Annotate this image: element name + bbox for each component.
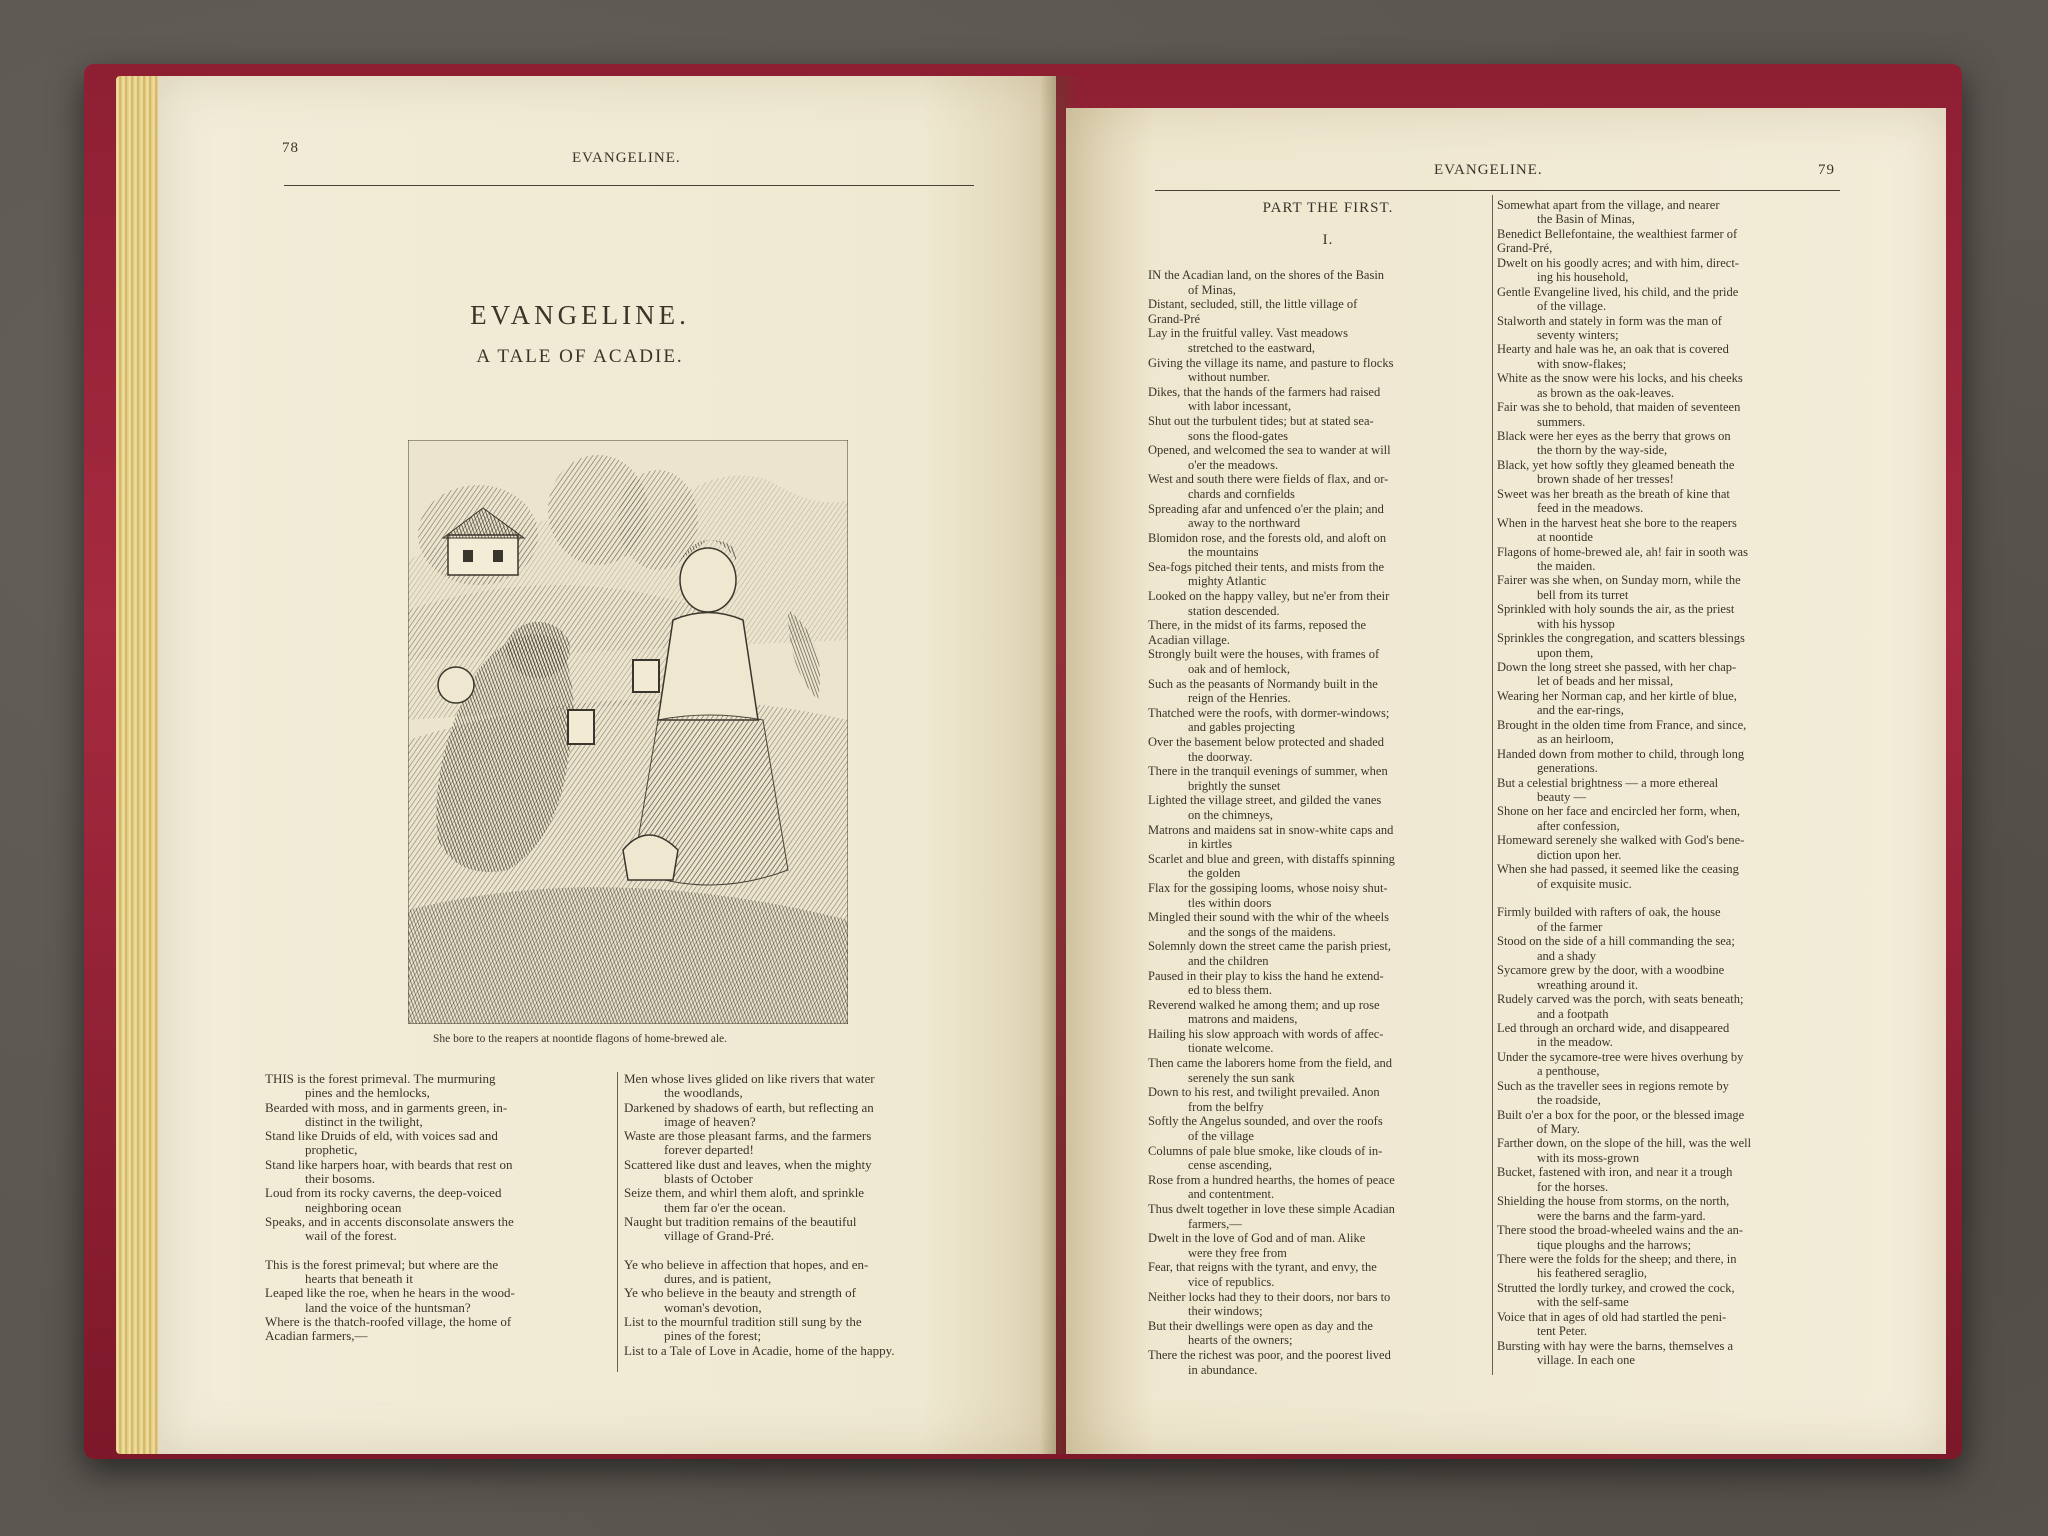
verse-line: Darkened by shadows of earth, but reflecting an — [624, 1100, 874, 1115]
verse-line: were the barns and the farm-yard. — [1537, 1208, 1706, 1223]
verse-line: vice of republics. — [1188, 1274, 1275, 1289]
verse-line: Stood on the side of a hill commanding the sea; — [1497, 934, 1735, 949]
verse-line: Sprinkled with holy sounds the air, as the priest — [1497, 602, 1735, 617]
verse-line: of the village. — [1537, 299, 1607, 314]
verse-line: the golden — [1188, 866, 1241, 881]
verse-line: THIS is the forest primeval. The murmuring — [265, 1072, 496, 1086]
verse-line: Opened, and welcomed the sea to wander at will — [1148, 443, 1391, 458]
verse-line: Shut out the turbulent tides; but at stated sea- — [1148, 413, 1374, 428]
verse-line — [1497, 891, 1837, 905]
verse-line: Shielding the house from storms, on the north, — [1497, 1194, 1730, 1209]
verse-line: in kirtles — [1188, 837, 1233, 852]
verse-line: Rose from a hundred hearths, the homes of peace — [1148, 1172, 1395, 1187]
verse-line: and a footpath — [1537, 1006, 1609, 1021]
verse-line: village. In each one — [1537, 1353, 1635, 1367]
verse-line: Loud from its rocky caverns, the deep-voiced — [265, 1186, 502, 1201]
verse-line: summers. — [1537, 414, 1586, 429]
verse-line: hearts of the owners; — [1188, 1333, 1293, 1348]
verse-line: There stood the broad-wheeled wains and the an- — [1497, 1223, 1744, 1238]
left-poem-column-2 — [624, 1072, 964, 1358]
verse-line: in abundance. — [1188, 1362, 1258, 1377]
verse-line: in the meadow. — [1537, 1035, 1613, 1050]
verse-line: Columns of pale blue smoke, like clouds of in- — [1148, 1143, 1383, 1158]
verse-line: their bosoms. — [305, 1172, 376, 1187]
verse-line: village of Grand-Pré. — [664, 1229, 775, 1244]
verse-line: image of heaven? — [664, 1114, 756, 1129]
verse-line: Waste are those pleasant farms, and the farmers — [624, 1129, 872, 1144]
verse-line: Sweet was her breath as the breath of kine that — [1497, 486, 1730, 501]
part-heading: PART THE FIRST. — [1262, 200, 1394, 216]
right-header-rule — [1155, 190, 1840, 191]
verse-line: diction upon her. — [1537, 847, 1622, 862]
verse-line: Fairer was she when, on Sunday morn, while the — [1497, 573, 1741, 588]
verse-line: forever departed! — [664, 1143, 754, 1158]
verse-line: distinct in the twilight, — [305, 1114, 423, 1129]
verse-line: Benedict Bellefontaine, the wealthiest farmer of — [1497, 226, 1738, 241]
verse-line: Fair was she to behold, that maiden of seventeen — [1497, 400, 1741, 415]
verse-line: for the horses. — [1537, 1179, 1609, 1194]
verse-line: tique ploughs and the harrows; — [1537, 1237, 1692, 1252]
verse-line: When she had passed, it seemed like the ceasing — [1497, 862, 1739, 877]
verse-line: Acadian village. — [1148, 632, 1230, 647]
verse-line: Hearty and hale was he, an oak that is covered — [1497, 342, 1729, 357]
verse-line: Flax for the gossiping looms, whose noisy shut- — [1148, 880, 1388, 895]
verse-line: bell from its turret — [1537, 587, 1629, 602]
verse-line: Black were her eyes as the berry that grows on — [1497, 429, 1731, 443]
verse-line: Handed down from mother to child, through long — [1497, 746, 1745, 761]
verse-line: cense ascending, — [1188, 1158, 1272, 1173]
verse-line: from the belfry — [1188, 1099, 1264, 1114]
verse-line: neighboring ocean — [305, 1200, 402, 1215]
page-title: EVANGELINE. — [470, 300, 690, 330]
verse-line: Scattered like dust and leaves, when the mighty — [624, 1157, 872, 1172]
verse-line: the maiden. — [1537, 558, 1596, 573]
verse-line: Distant, secluded, still, the little village of — [1148, 297, 1358, 312]
verse-line: dures, and is patient, — [664, 1272, 772, 1287]
verse-line: the woodlands, — [664, 1086, 743, 1101]
verse-line: with its moss-grown — [1537, 1150, 1640, 1165]
verse-line: upon them, — [1537, 645, 1594, 660]
left-running-head: EVANGELINE. — [572, 150, 681, 166]
verse-line: Dikes, that the hands of the farmers had raised — [1148, 384, 1381, 399]
verse-line: the thorn by the way-side, — [1537, 443, 1668, 458]
verse-line: When in the harvest heat she bore to the reapers — [1497, 515, 1737, 530]
verse-line: farmers,— — [1188, 1216, 1242, 1231]
verse-line: blasts of October — [664, 1172, 753, 1187]
verse-line: Then came the laborers home from the field, and — [1148, 1056, 1393, 1071]
verse-line: of the village — [1188, 1129, 1254, 1144]
verse-line: Ye who believe in affection that hopes, and en- — [624, 1257, 869, 1272]
verse-line: Men whose lives glided on like rivers that water — [624, 1072, 875, 1086]
verse-line: Homeward serenely she walked with God's bene- — [1497, 833, 1745, 848]
right-page-number: 79 — [1818, 162, 1835, 178]
verse-line: Spreading afar and unfenced o'er the plain; and — [1148, 501, 1384, 516]
verse-line: with the self-same — [1537, 1295, 1629, 1310]
verse-line: Grand-Pré — [1148, 311, 1201, 326]
verse-line: There, in the midst of its farms, reposed the — [1148, 618, 1366, 633]
verse-line: of exquisite music. — [1537, 876, 1632, 891]
verse-line: Softly the Angelus sounded, and over the roofs — [1148, 1114, 1383, 1129]
verse-line: and a shady — [1537, 948, 1597, 963]
verse-line: Solemnly down the street came the parish priest, — [1148, 939, 1391, 954]
verse-line: Scarlet and blue and green, with distaffs spinning — [1148, 851, 1395, 866]
verse-line: Hailing his slow approach with words of affec- — [1148, 1026, 1384, 1041]
verse-line: without number. — [1188, 370, 1270, 385]
verse-line: as an heirloom, — [1537, 732, 1614, 747]
verse-line: Shone on her face and encircled her form, when, — [1497, 804, 1740, 819]
verse-line: pines of the forest; — [664, 1329, 762, 1344]
verse-line: oak and of hemlock, — [1188, 662, 1291, 677]
verse-line: chards and cornfields — [1188, 486, 1295, 501]
verse-line: But their dwellings were open as day and the — [1148, 1318, 1373, 1333]
verse-line: woman's devotion, — [664, 1300, 762, 1315]
verse-line: pines and the hemlocks, — [305, 1086, 430, 1101]
verse-line: Leaped like the roe, when he hears in the wood- — [265, 1286, 515, 1301]
verse-line: tles within doors — [1188, 895, 1272, 910]
verse-line: Naught but tradition remains of the beautiful — [624, 1214, 857, 1229]
verse-line: Rudely carved was the porch, with seats beneath; — [1497, 992, 1744, 1007]
verse-line: and the children — [1188, 953, 1269, 968]
verse-line: Stand like Druids of eld, with voices sad and — [265, 1129, 498, 1144]
verse-line: Thatched were the roofs, with dormer-windows; — [1148, 705, 1390, 720]
verse-line: Led through an orchard wide, and disappeared — [1497, 1020, 1730, 1035]
page-subtitle: A TALE OF ACADIE. — [476, 346, 684, 367]
verse-line: Firmly builded with rafters of oak, the house — [1497, 905, 1721, 920]
verse-line: them far o'er the ocean. — [664, 1200, 786, 1215]
verse-line: Strutted the lordly turkey, and crowed the cock, — [1497, 1280, 1735, 1295]
verse-line: with snow-flakes; — [1537, 356, 1627, 371]
verse-line: But a celestial brightness — a more ethereal — [1497, 775, 1719, 790]
verse-line: Bearded with moss, and in garments green, in- — [265, 1100, 508, 1115]
verse-line: There in the tranquil evenings of summer, when — [1148, 764, 1388, 779]
verse-line: Down the long street she passed, with her chap- — [1497, 660, 1737, 674]
verse-line: Built o'er a box for the poor, or the blessed image — [1497, 1107, 1745, 1122]
left-column-divider — [617, 1072, 618, 1372]
verse-line: List to a Tale of Love in Acadie, home of the happy. — [624, 1343, 895, 1358]
verse-line: after confession, — [1537, 818, 1620, 833]
verse-line: Lighted the village street, and gilded the vanes — [1148, 793, 1382, 808]
verse-line: were they free from — [1188, 1245, 1287, 1260]
verse-line: beauty — — [1537, 789, 1586, 804]
verse-line: Strongly built were the houses, with frames of — [1148, 647, 1380, 662]
verse-line: station descended. — [1188, 603, 1280, 618]
verse-line — [265, 1244, 615, 1258]
verse-line: Stalworth and stately in form was the man of — [1497, 313, 1722, 328]
verse-line: Dwelt on his goodly acres; and with him, direct- — [1497, 255, 1739, 270]
verse-line — [624, 1244, 964, 1258]
verse-line: There were the folds for the sheep; and there, in — [1497, 1251, 1737, 1266]
verse-line: the Basin of Minas, — [1537, 212, 1635, 227]
verse-line: Brought in the olden time from France, and since, — [1497, 717, 1747, 732]
verse-line: Somewhat apart from the village, and nearer — [1497, 198, 1720, 212]
verse-line: the mountains — [1188, 545, 1259, 560]
verse-line: Flagons of home-brewed ale, ah! fair in sooth was — [1497, 544, 1748, 559]
verse-line: and gables projecting — [1188, 720, 1295, 735]
verse-line: Ye who believe in the beauty and strength of — [624, 1286, 856, 1301]
verse-line: stretched to the eastward, — [1188, 340, 1316, 355]
verse-line: reign of the Henries. — [1188, 691, 1291, 706]
verse-line: Voice that in ages of old had startled the peni- — [1497, 1309, 1727, 1324]
verse-line: Seize them, and whirl them aloft, and sprinkle — [624, 1186, 865, 1201]
verse-line: Grand-Pré, — [1497, 241, 1553, 256]
verse-line: and the ear-rings, — [1537, 703, 1624, 718]
verse-line: Down to his rest, and twilight prevailed. Anon — [1148, 1085, 1380, 1100]
verse-line: and the songs of the maidens. — [1188, 924, 1336, 939]
verse-line: hearts that beneath it — [305, 1272, 413, 1287]
verse-line: Thus dwelt together in love these simple Acadian — [1148, 1202, 1395, 1216]
verse-line: IN the Acadian land, on the shores of the Basin — [1148, 268, 1385, 282]
left-poem-column-1 — [265, 1072, 615, 1344]
verse-line: Where is the thatch-roofed village, the home of — [265, 1315, 512, 1330]
verse-line: Stand like harpers hoar, with beards that rest on — [265, 1157, 513, 1172]
verse-line: away to the northward — [1188, 516, 1301, 531]
verse-line: Such as the traveller sees in regions remote by — [1497, 1078, 1729, 1093]
verse-line: Sprinkles the congregation, and scatters blessings — [1497, 631, 1745, 646]
verse-line: Reverend walked he among them; and up rose — [1148, 997, 1380, 1012]
verse-line: his feathered seraglio, — [1537, 1266, 1648, 1281]
verse-line: wail of the forest. — [305, 1229, 397, 1244]
right-column-divider — [1492, 195, 1493, 1375]
verse-line: at noontide — [1537, 530, 1593, 545]
verse-line: land the voice of the huntsman? — [305, 1300, 471, 1315]
verse-line: with labor incessant, — [1188, 399, 1292, 414]
verse-line: Speaks, and in accents disconsolate answers the — [265, 1214, 514, 1229]
verse-line: There the richest was poor, and the poorest lived — [1148, 1347, 1391, 1362]
verse-line: a penthouse, — [1537, 1064, 1600, 1079]
verse-line: List to the mournful tradition still sung by the — [624, 1315, 862, 1330]
verse-line: of Mary. — [1537, 1122, 1580, 1136]
verse-line: Looked on the happy valley, but ne'er from their — [1148, 589, 1390, 604]
verse-line: Farther down, on the slope of the hill, was the well — [1497, 1136, 1752, 1151]
verse-line: with his hyssop — [1537, 616, 1615, 631]
verse-line: ing his household, — [1537, 270, 1629, 285]
verse-line: Such as the peasants of Normandy built in the — [1148, 676, 1378, 691]
verse-line: Sycamore grew by the door, with a woodbine — [1497, 963, 1725, 978]
verse-line: o'er the meadows. — [1188, 457, 1279, 472]
verse-line: feed in the meadows. — [1537, 501, 1644, 516]
verse-line: tent Peter. — [1537, 1324, 1587, 1339]
verse-line: generations. — [1537, 761, 1598, 776]
verse-line: matrons and maidens, — [1188, 1012, 1298, 1027]
verse-line: the doorway. — [1188, 749, 1253, 764]
verse-line: Giving the village its name, and pasture to flocks — [1148, 355, 1394, 370]
verse-line: their windows; — [1188, 1304, 1263, 1319]
verse-line: and contentment. — [1188, 1187, 1275, 1202]
verse-line: Matrons and maidens sat in snow-white caps and — [1148, 822, 1394, 837]
verse-line: Sea-fogs pitched their tents, and mists from the — [1148, 559, 1385, 574]
right-poem-column-2 — [1497, 198, 1837, 1367]
right-running-head: EVANGELINE. — [1434, 162, 1543, 178]
verse-line: tionate welcome. — [1188, 1041, 1274, 1056]
verse-line: Fear, that reigns with the tyrant, and envy, the — [1148, 1260, 1377, 1275]
verse-line: Gentle Evangeline lived, his child, and the pride — [1497, 284, 1739, 299]
verse-line: of the farmer — [1537, 919, 1603, 934]
verse-line: ed to bless them. — [1188, 983, 1273, 998]
verse-line: Acadian farmers,— — [265, 1329, 368, 1344]
verse-line: Wearing her Norman cap, and her kirtle of blue, — [1497, 688, 1737, 703]
verse-line: Over the basement below protected and shaded — [1148, 735, 1385, 749]
verse-line: Lay in the fruitful valley. Vast meadows — [1148, 326, 1348, 341]
verse-line: on the chimneys, — [1188, 807, 1274, 822]
verse-line: sons the flood-gates — [1188, 428, 1288, 443]
verse-line: Under the sycamore-tree were hives overhung by — [1497, 1049, 1744, 1064]
verse-line: Dwelt in the love of God and of man. Alike — [1148, 1231, 1366, 1246]
illustration-caption: She bore to the reapers at noontide flagons of home-brewed ale. — [432, 1033, 728, 1045]
verse-line: mighty Atlantic — [1188, 574, 1267, 589]
verse-line: prophetic, — [305, 1143, 358, 1158]
verse-line: Mingled their sound with the whir of the wheels — [1148, 910, 1389, 925]
section-numeral: I. — [1322, 232, 1334, 248]
verse-line: Neither locks had they to their doors, nor bars to — [1148, 1289, 1391, 1304]
verse-line: seventy winters; — [1537, 327, 1619, 342]
left-page-number: 78 — [282, 140, 299, 156]
verse-line: wreathing around it. — [1537, 977, 1639, 992]
right-poem-column-1 — [1148, 268, 1486, 1377]
verse-line: serenely the sun sank — [1188, 1070, 1295, 1085]
verse-line: as brown as the oak-leaves. — [1537, 385, 1675, 400]
verse-line: White as the snow were his locks, and his cheeks — [1497, 371, 1743, 386]
verse-line: brown shade of her tresses! — [1537, 472, 1674, 487]
verse-line: Bursting with hay were the barns, themselves a — [1497, 1338, 1734, 1353]
verse-line: of Minas, — [1188, 282, 1236, 297]
verse-line: Bucket, fastened with iron, and near it a trough — [1497, 1165, 1733, 1180]
verse-line: Paused in their play to kiss the hand he extend- — [1148, 968, 1384, 983]
verse-line: the roadside, — [1537, 1093, 1601, 1108]
verse-line: Black, yet how softly they gleamed beneath the — [1497, 457, 1735, 472]
verse-line: brightly the sunset — [1188, 778, 1281, 793]
verse-line: West and south there were fields of flax, and or- — [1148, 472, 1389, 487]
engraving-illustration — [408, 440, 848, 1024]
left-header-rule — [284, 185, 974, 186]
verse-line: Blomidon rose, and the forests old, and aloft on — [1148, 530, 1387, 545]
verse-line: This is the forest primeval; but where are the — [265, 1257, 499, 1272]
verse-line: let of beads and her missal, — [1537, 674, 1674, 689]
